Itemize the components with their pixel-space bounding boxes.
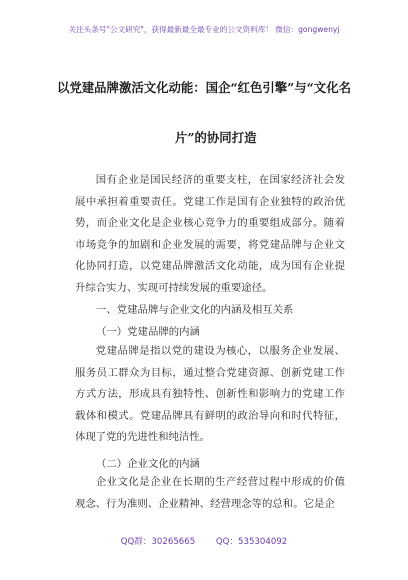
paragraph-party-brand: 党建品牌是指以党的建设为核心，以服务企业发展、服务员工群众为目标，通过整合党建资源、创新党建工作方式方法，形成具有独特性、创新性和影响力的党建工作载体和模式。党建品牌具有鲜明的政治导向和时代特征，体现了党的先进性和纯洁性。 xyxy=(75,345,345,444)
footer-contacts: QQ群：30265665 QQ：535304092 xyxy=(120,537,288,547)
header-notice: 关注头条号"公文研究"，获得最新最全最专业的公文资料库！ 微信：gongwenyj xyxy=(68,25,340,34)
paragraph-corporate-culture: 企业文化是企业在长期的生产经营过程中形成的价值观念、行为准则、企业精神、经营理念等的总和。它是企 xyxy=(75,476,345,510)
document-title-line-1: 以党建品牌激活文化动能：国企“红色引擎”与“文化名 xyxy=(57,80,351,95)
subsection-heading-2: （二）企业文化的内涵 xyxy=(96,458,200,470)
document-title-line-2: 片”的协同打造 xyxy=(175,130,257,145)
intro-paragraph: 国有企业是国民经济的重要支柱，在国家经济社会发展中承担着重要责任。党建工作是国有企业独特的政治优势，而企业文化是企业核心竞争力的重要组成部分。随着市场竞争的加剧和企业发展的需要，将党建品牌与企业文化协同打造，以党建品牌激活文化动能，成为国有企业提升综合实力、实现可持续发展的重要途径。 xyxy=(75,174,345,294)
subsection-heading-1: （一）党建品牌的内涵 xyxy=(96,326,200,338)
section-heading-1: 一、党建品牌与企业文化的内涵及相互关系 xyxy=(96,304,294,316)
